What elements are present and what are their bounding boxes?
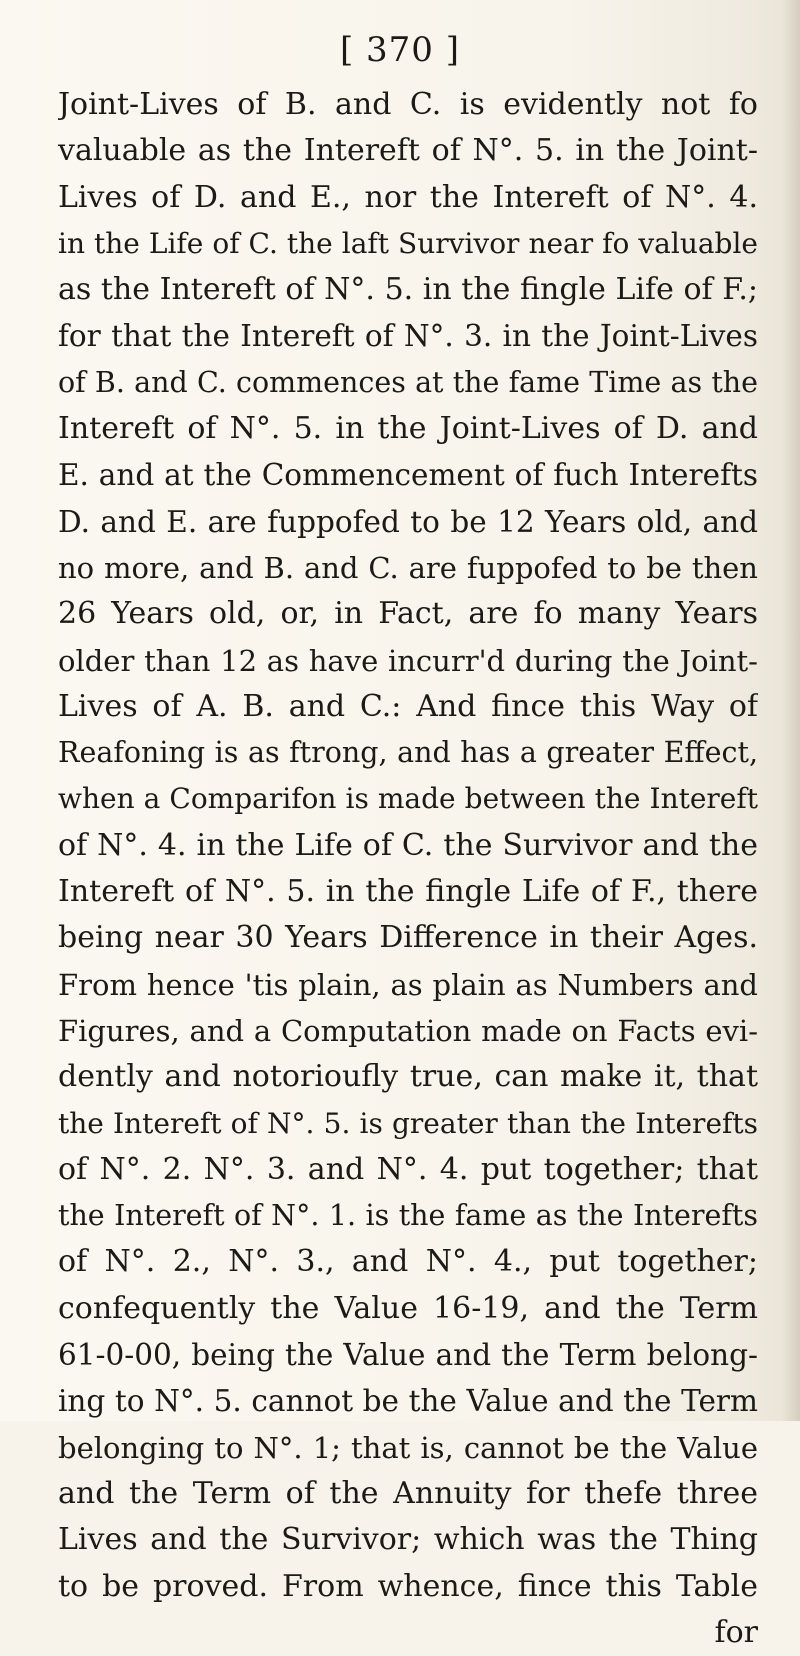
text-line: of N°. 2. N°. 3. and N°. 4. put together; that xyxy=(58,1151,758,1187)
text-line: E. and at the Commencement of fuch Interefts xyxy=(58,458,758,493)
text-line: Intereft of N°. 5. in the Joint-Lives of D. and xyxy=(58,411,758,447)
text-line: and the Term of the Annuity for thefe three xyxy=(58,1475,758,1511)
page-edge-shadow xyxy=(782,0,800,1421)
text-line: as the Intereft of N°. 5. in the fingle Life of F.; xyxy=(58,272,758,308)
page-number: [ 370 ] xyxy=(339,30,461,70)
text-line: belonging to N°. 1; that is, cannot be the Value xyxy=(58,1430,758,1465)
text-line: of N°. 4. in the Life of C. the Survivor and the xyxy=(58,827,758,863)
text-line: dently and notorioufly true, can make it, that xyxy=(58,1059,758,1095)
catchword: for xyxy=(714,1614,758,1650)
text-line: Lives of A. B. and C.: And fince this Way of xyxy=(58,688,758,724)
text-line: From hence 'tis plain, as plain as Numbers and xyxy=(58,967,758,1002)
text-line: of B. and C. commences at the fame Time as the xyxy=(58,365,758,399)
text-line: Reafoning is as ftrong, and has a greater Effect, xyxy=(58,736,758,770)
text-line: Lives of D. and E., nor the Intereft of N°. 4. xyxy=(58,179,758,215)
text-line: Lives and the Survivor; which was the Thing xyxy=(58,1522,758,1558)
text-line: ing to N°. 5. cannot be the Value and the Term xyxy=(58,1384,758,1419)
text-line: older than 12 as have incurr'd during the Joint- xyxy=(58,643,758,678)
text-line: Intereft of N°. 5. in the fingle Life of F., there xyxy=(58,874,758,910)
text-line: the Intereft of N°. 1. is the fame as the Interefts xyxy=(58,1199,758,1233)
text-line: for that the Intereft of N°. 3. in the Joint-Lives xyxy=(58,319,758,354)
text-line: when a Comparifon is made between the Intereft xyxy=(58,782,758,816)
text-line: no more, and B. and C. are fuppofed to be then xyxy=(58,550,758,585)
text-line: of N°. 2., N°. 3., and N°. 4., put together; xyxy=(58,1244,758,1280)
text-line: D. and E. are fuppofed to be 12 Years old, and xyxy=(58,504,758,539)
text-line: valuable as the Intereft of N°. 5. in the Joint- xyxy=(58,133,758,169)
text-line: 26 Years old, or, in Fact, are fo many Years xyxy=(58,596,758,632)
text-line: to be proved. From whence, fince this Table xyxy=(58,1568,758,1604)
text-line: 61-0-00, being the Value and the Term belong- xyxy=(58,1338,758,1373)
text-line: Figures, and a Computation made on Facts evi- xyxy=(58,1013,758,1048)
body-text xyxy=(58,82,758,1656)
text-line: being near 30 Years Difference in their Ages. xyxy=(58,920,758,956)
text-line: confequently the Value 16-19, and the Term xyxy=(58,1290,758,1326)
text-line: Joint-Lives of B. and C. is evidently not fo xyxy=(58,87,758,122)
text-line: in the Life of C. the laft Survivor near fo valuable xyxy=(58,226,758,260)
text-line: the Intereft of N°. 5. is greater than the Interefts xyxy=(58,1106,758,1140)
